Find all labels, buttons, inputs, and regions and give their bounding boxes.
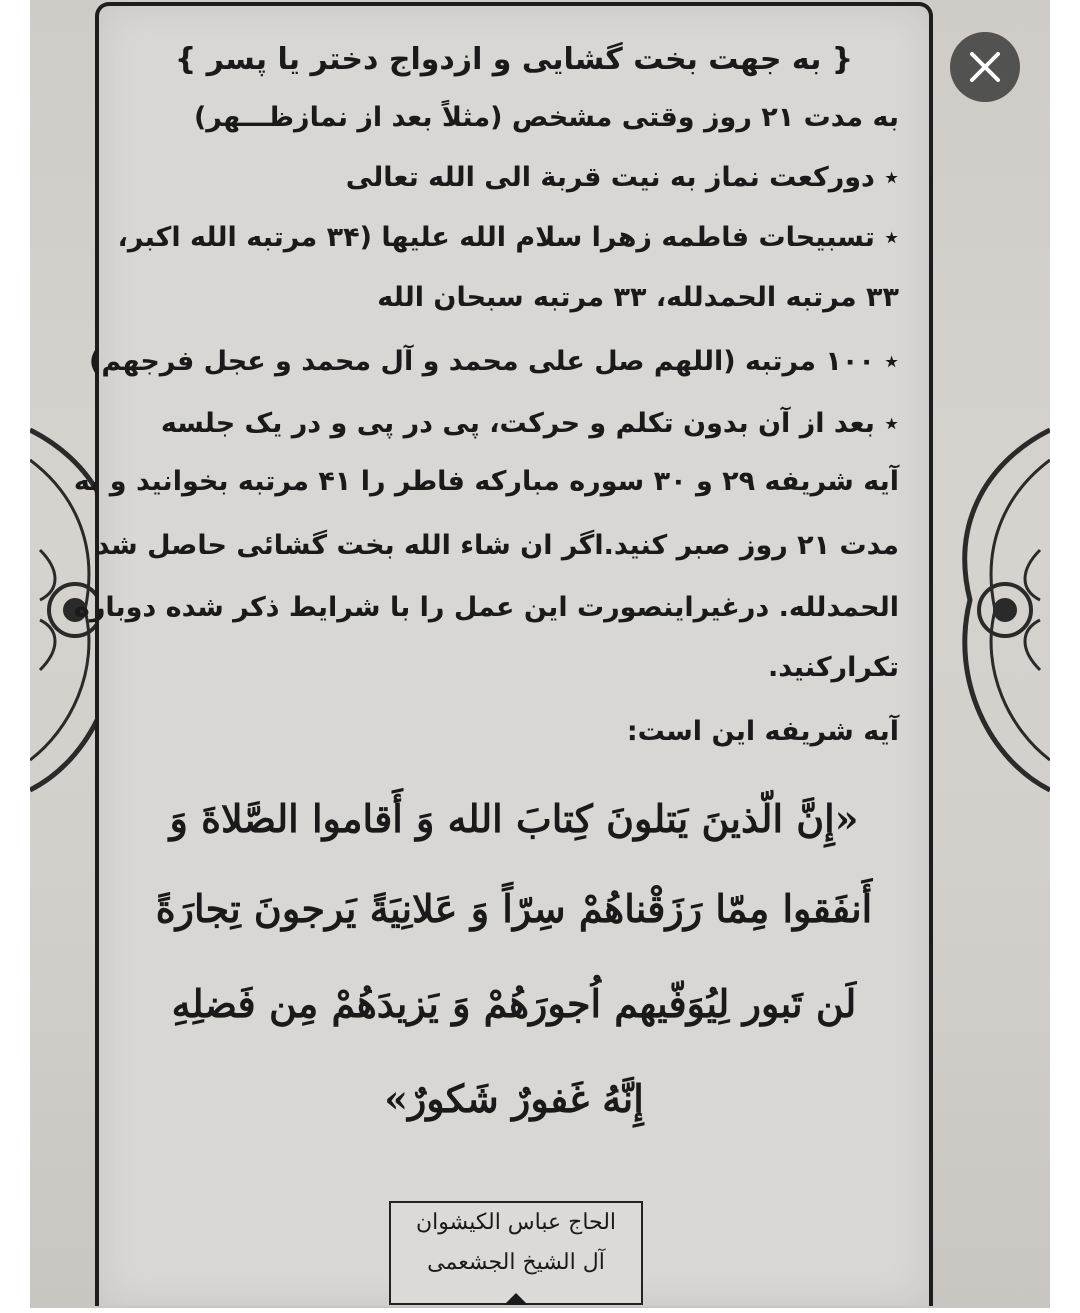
verse-line: لَن تَبور لِیُوَفّیهم اُجورَهُمْ وَ یَزیدَهُمْ مِن فَضلِهِ bbox=[171, 981, 857, 1026]
document-photo bbox=[30, 0, 1050, 1308]
close-button[interactable] bbox=[950, 32, 1020, 102]
instruction-line: مدت ۲۱ روز صبر کنید.اگر ان شاء الله بخت گشائی حاصل شد bbox=[95, 530, 899, 561]
close-icon bbox=[968, 50, 1002, 84]
verse-line: إِنَّهُ غَفورٌ شَکورٌ» bbox=[384, 1076, 644, 1121]
signature-name: الحاج عباس الکیشوان bbox=[415, 1210, 617, 1235]
instruction-line: ٭ بعد از آن بدون تکلم و حرکت، پی در پی و در یک جلسه bbox=[160, 408, 899, 439]
instruction-line: تکرارکنید. bbox=[767, 652, 899, 683]
instruction-line: ٭ تسبیحات فاطمه زهرا سلام الله علیها (۳۴ مرتبه الله اکبر، bbox=[117, 222, 899, 253]
verse-line: أَنفَقوا مِمّا رَزَقْناهُمْ سِرّاً وَ عَلانِیَةً یَرجونَ تِجارَةً bbox=[155, 886, 873, 931]
signature-box bbox=[389, 1201, 643, 1305]
caret-up-icon bbox=[504, 1293, 528, 1305]
instruction-line: ۳۳ مرتبه الحمدلله، ۳۳ مرتبه سبحان الله bbox=[377, 282, 899, 313]
instruction-line: ٭ ۱۰۰ مرتبه (اللهم صل علی محمد و آل محمد و عجل فرجهم) bbox=[88, 346, 899, 377]
verse-line: «إِنَّ الّذینَ یَتلونَ کِتابَ الله وَ أَقاموا الصَّلاةَ وَ bbox=[169, 796, 859, 841]
document-page bbox=[73, 2, 933, 1306]
right-ornament bbox=[930, 400, 1050, 820]
instruction-line: ٭ دورکعت نماز به نیت قربة الی الله تعالی bbox=[345, 162, 899, 193]
verse-intro: آیه شریفه این است: bbox=[626, 716, 899, 747]
instruction-line: الحمدلله. درغیراینصورت این عمل را با شرایط ذکر شده دوباره bbox=[73, 592, 899, 623]
instruction-line: به مدت ۲۱ روز وقتی مشخص (مثلاً بعد از نمازظـــهر) bbox=[193, 102, 899, 133]
instruction-line: آیه شریفه ۲۹ و ۳۰ سوره مبارکه فاطر را ۴۱ مرتبه بخوانید و به bbox=[73, 466, 899, 497]
signature-family: آل الشیخ الجشعمی bbox=[427, 1250, 605, 1275]
document-title: { به جهت بخت گشایی و ازدواج دختر یا پسر } bbox=[174, 42, 854, 77]
